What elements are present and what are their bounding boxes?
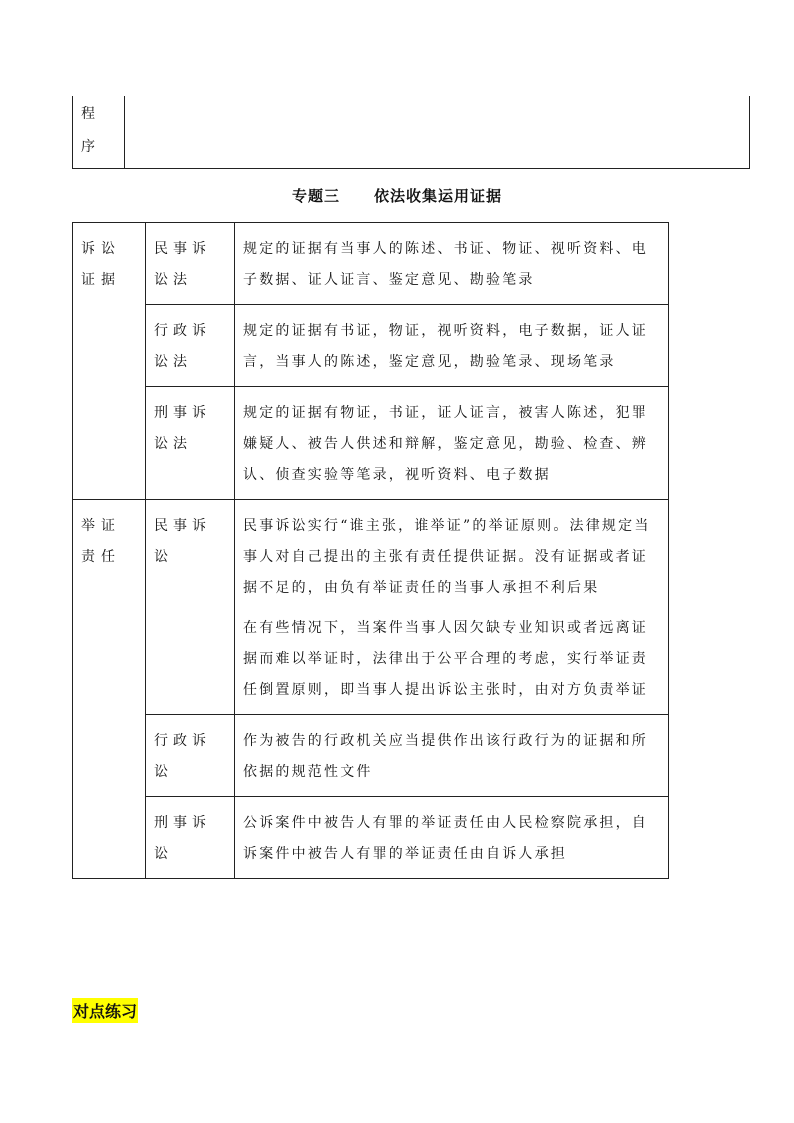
content-paragraph: 在有些情况下，当案件当事人因欠缺专业知识或者远离证据而难以举证时，法律出于公平合理的考虑，实行举证责任倒置原则，即当事人提出诉讼主张时，由对方负责举证 <box>243 620 648 698</box>
label-char: 序 <box>81 139 95 155</box>
content-paragraph: 民事诉讼实行“谁主张，谁举证”的举证原则。法律规定当事人对自己提出的主张有责任提供证据。没有证据或者证据不足的，由负有举证责任的当事人承担不利后果 <box>243 518 651 596</box>
law-cell: 刑事诉讼法 <box>146 387 235 500</box>
law-cell: 民事诉讼法 <box>146 223 235 305</box>
category-cell: 诉讼证据 <box>73 223 146 500</box>
law-cell: 刑事诉讼 <box>146 797 235 879</box>
table-row <box>73 96 750 169</box>
section-title <box>0 185 794 206</box>
content-cell <box>235 500 669 715</box>
evidence-table <box>72 222 669 879</box>
table-row <box>73 223 669 305</box>
law-cell: 行政诉讼 <box>146 715 235 797</box>
content-cell: 公诉案件中被告人有罪的举证责任由人民检察院承担，自诉案件中被告人有罪的举证责任由自诉人承担 <box>235 797 669 879</box>
content-cell: 规定的证据有书证，物证，视听资料，电子数据，证人证言，当事人的陈述，鉴定意见，勘验笔录、现场笔录 <box>235 305 669 387</box>
table-row <box>73 797 669 879</box>
content-cell: 规定的证据有当事人的陈述、书证、物证、视听资料、电子数据、证人证言、鉴定意见、勘验笔录 <box>235 223 669 305</box>
content-cell: 规定的证据有物证，书证，证人证言，被害人陈述，犯罪嫌疑人、被告人供述和辩解，鉴定意见，勘验、检查、辨认、侦查实验等笔录，视听资料、电子数据 <box>235 387 669 500</box>
table-row <box>73 500 669 715</box>
label-char: 程 <box>81 106 95 122</box>
table-row <box>73 387 669 500</box>
table-row <box>73 715 669 797</box>
table-cell-empty <box>125 96 750 169</box>
table-row <box>73 305 669 387</box>
category-cell: 举证责任 <box>73 500 146 879</box>
section-title-prefix: 专题三 <box>291 187 340 205</box>
continued-table <box>72 96 750 169</box>
content-cell: 作为被告的行政机关应当提供作出该行政行为的证据和所依据的规范性文件 <box>235 715 669 797</box>
practice-heading: 对点练习 <box>72 998 138 1023</box>
law-cell: 行政诉讼法 <box>146 305 235 387</box>
table-cell-label <box>73 96 125 169</box>
section-title-text: 依法收集运用证据 <box>374 187 503 205</box>
law-cell: 民事诉讼 <box>146 500 235 715</box>
